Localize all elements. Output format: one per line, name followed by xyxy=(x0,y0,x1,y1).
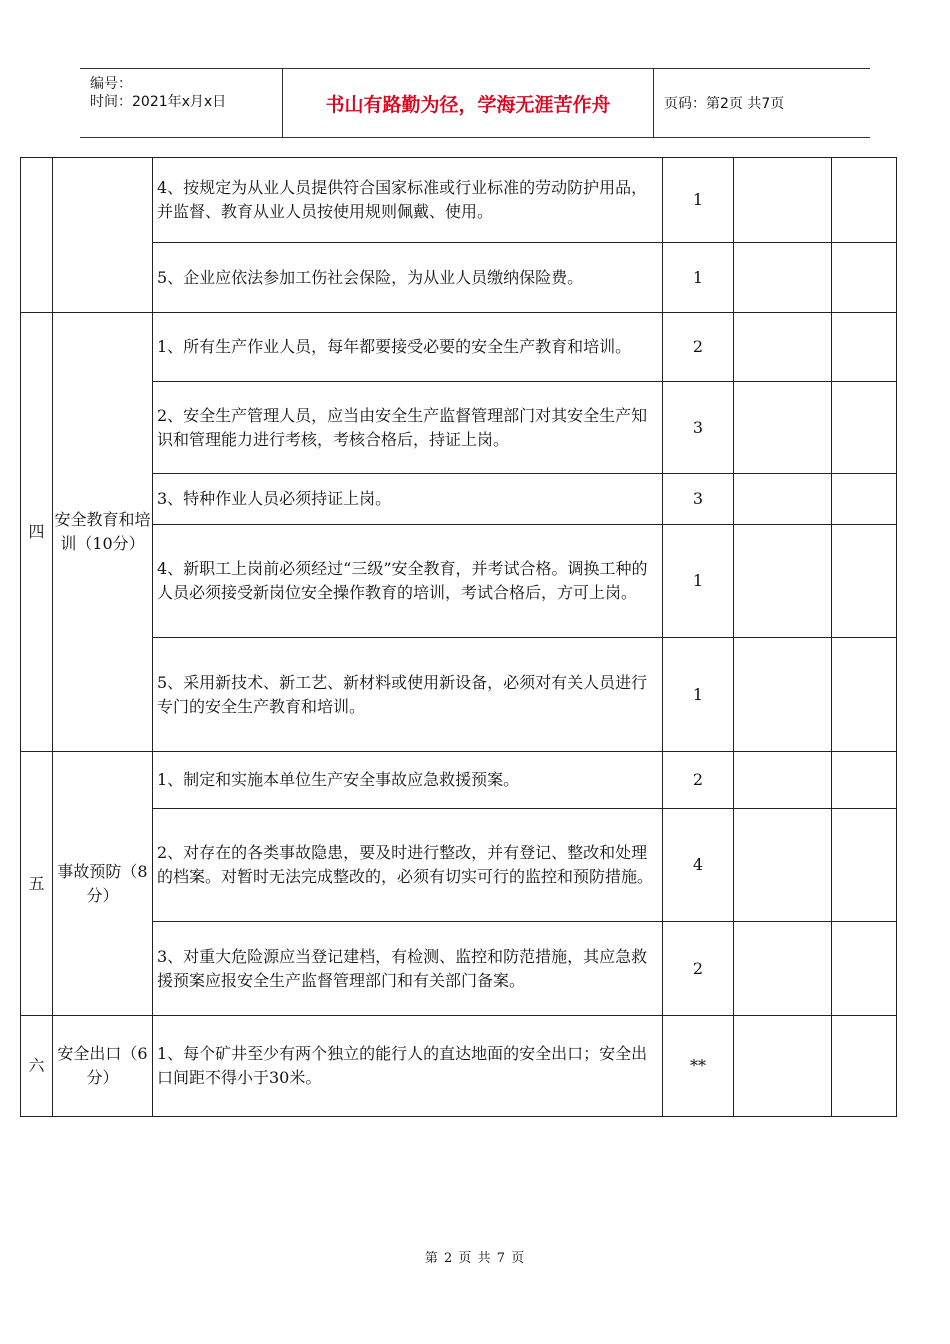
page-footer: 第 2 页 共 7 页 xyxy=(424,1251,526,1266)
item-score: 1 xyxy=(663,158,734,243)
empty-cell xyxy=(832,1016,897,1117)
item-text: 4、按规定为从业人员提供符合国家标准或行业标准的劳动防护用品，并监督、教育从业人员按使用规则佩戴、使用。 xyxy=(153,158,663,243)
item-score: 2 xyxy=(663,313,734,382)
section-number: 五 xyxy=(21,752,53,1016)
table-row xyxy=(21,752,897,809)
empty-cell xyxy=(734,809,832,922)
item-text: 3、特种作业人员必须持证上岗。 xyxy=(153,474,663,525)
item-score: ** xyxy=(663,1016,734,1117)
section-title-cell xyxy=(53,158,153,313)
table-row xyxy=(21,158,897,243)
empty-cell xyxy=(734,382,832,474)
item-text: 4、新职工上岗前必须经过“三级”安全教育，并考试合格。调换工种的人员必须接受新岗位安全操作教育的培训，考试合格后，方可上岗。 xyxy=(153,525,663,638)
item-text: 1、每个矿井至少有两个独立的能行人的直达地面的安全出口；安全出口间距不得小于30米。 xyxy=(153,1016,663,1117)
item-score: 2 xyxy=(663,922,734,1016)
header-page-number: 页码：第2页 共7页 xyxy=(664,96,785,112)
empty-cell xyxy=(832,382,897,474)
empty-cell xyxy=(832,525,897,638)
empty-cell xyxy=(734,638,832,752)
empty-cell xyxy=(734,158,832,243)
item-text: 3、对重大危险源应当登记建档，有检测、监控和防范措施，其应急救援预案应报安全生产监督管理部门和有关部门备案。 xyxy=(153,922,663,1016)
item-text: 1、制定和实施本单位生产安全事故应急救援预案。 xyxy=(153,752,663,809)
header-motto: 书山有路勤为径，学海无涯苦作舟 xyxy=(283,69,654,137)
empty-cell xyxy=(832,638,897,752)
section-title: 安全出口（6分） xyxy=(53,1016,153,1117)
empty-cell xyxy=(734,243,832,313)
item-score: 4 xyxy=(663,809,734,922)
date-label: 时间：2021年x月x日 xyxy=(90,94,227,110)
table-row xyxy=(21,474,897,525)
table-row xyxy=(21,525,897,638)
section-number: 四 xyxy=(21,313,53,752)
empty-cell xyxy=(832,809,897,922)
table-row xyxy=(21,313,897,382)
number-label: 编号： xyxy=(90,76,132,92)
item-score: 2 xyxy=(663,752,734,809)
empty-cell xyxy=(734,474,832,525)
item-text: 5、企业应依法参加工伤社会保险，为从业人员缴纳保险费。 xyxy=(153,243,663,313)
empty-cell xyxy=(734,525,832,638)
section-title: 事故预防（8分） xyxy=(53,752,153,1016)
item-text: 5、采用新技术、新工艺、新材料或使用新设备，必须对有关人员进行专门的安全生产教育和培训。 xyxy=(153,638,663,752)
empty-cell xyxy=(832,158,897,243)
section-title: 安全教育和培训（10分） xyxy=(53,313,153,752)
inspection-table xyxy=(20,157,897,1117)
item-text: 2、安全生产管理人员，应当由安全生产监督管理部门对其安全生产知识和管理能力进行考核，考核合格后，持证上岗。 xyxy=(153,382,663,474)
table-row xyxy=(21,922,897,1016)
empty-cell xyxy=(832,243,897,313)
item-score: 3 xyxy=(663,474,734,525)
table-row xyxy=(21,1016,897,1117)
table-row xyxy=(21,243,897,313)
empty-cell xyxy=(832,313,897,382)
table-row xyxy=(21,382,897,474)
empty-cell xyxy=(734,313,832,382)
item-score: 1 xyxy=(663,525,734,638)
section-number-cell xyxy=(21,158,53,313)
item-text: 1、所有生产作业人员，每年都要接受必要的安全生产教育和培训。 xyxy=(153,313,663,382)
empty-cell xyxy=(734,1016,832,1117)
item-score: 1 xyxy=(663,638,734,752)
header-meta xyxy=(80,69,283,137)
table-row xyxy=(21,638,897,752)
empty-cell xyxy=(734,752,832,809)
item-text: 2、对存在的各类事故隐患，要及时进行整改，并有登记、整改和处理的档案。对暂时无法完成整改的，必须有切实可行的监控和预防措施。 xyxy=(153,809,663,922)
empty-cell xyxy=(832,474,897,525)
empty-cell xyxy=(832,922,897,1016)
item-score: 1 xyxy=(663,243,734,313)
page-header xyxy=(80,68,870,138)
empty-cell xyxy=(734,922,832,1016)
section-number: 六 xyxy=(21,1016,53,1117)
empty-cell xyxy=(832,752,897,809)
item-score: 3 xyxy=(663,382,734,474)
table-row xyxy=(21,809,897,922)
